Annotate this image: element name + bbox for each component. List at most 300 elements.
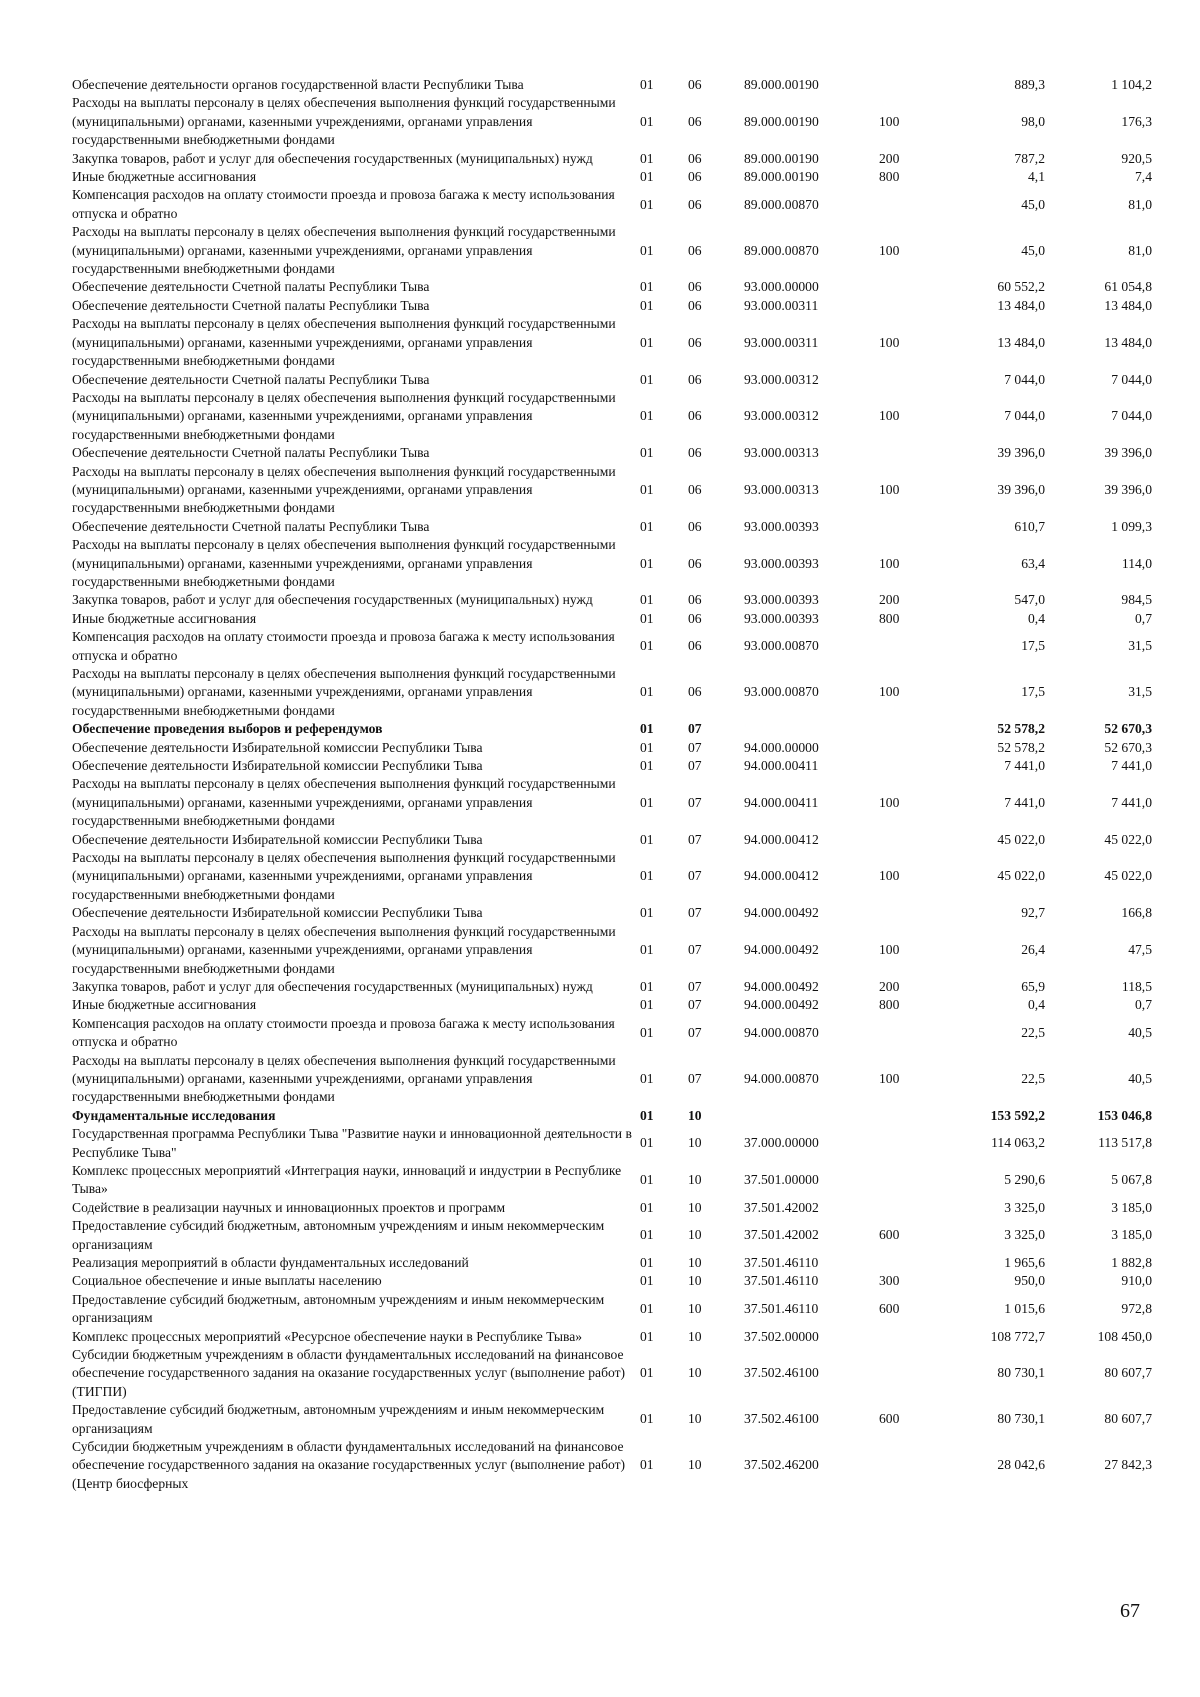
target-item-code: 94.000.00411 — [744, 758, 819, 774]
expense-type-code — [879, 831, 941, 849]
amount-year-1: 7 441,0 — [1004, 794, 1045, 810]
expense-type-code — [879, 757, 941, 775]
target-item-code: 37.501.00000 — [744, 1172, 819, 1188]
expense-type-code — [879, 904, 941, 922]
amount-year-2: 166,8 — [1121, 905, 1152, 921]
target-item-code: 89.000.00190 — [744, 169, 819, 185]
expense-type-code — [879, 371, 941, 389]
amount-year-1: 3 325,0 — [1004, 1227, 1045, 1243]
subsection-code: 10 — [688, 1273, 702, 1289]
subsection-code: 07 — [688, 739, 702, 755]
row-name: Закупка товаров, работ и услуг для обеспечения государственных (муниципальных) нужд — [72, 592, 593, 608]
target-item-code: 94.000.00412 — [744, 868, 819, 884]
table-row — [72, 831, 1152, 849]
amount-year-2: 0,7 — [1135, 997, 1152, 1013]
row-name: Компенсация расходов на оплату стоимости проезда и провоза багажа к месту использования отпуска и обратно — [72, 629, 615, 663]
table-row — [72, 1254, 1152, 1272]
amount-year-2: 108 450,0 — [1097, 1328, 1152, 1344]
row-name: Комплекс процессных мероприятий «Интеграция науки, инноваций и индустрии в Республике Тыва» — [72, 1162, 622, 1197]
target-item-code: 93.000.00393 — [744, 592, 819, 608]
row-name: Государственная программа Республики Тыва "Развитие науки и инновационной деятельности в Республике Тыва" — [72, 1126, 632, 1160]
table-row — [72, 536, 1152, 591]
amount-year-2: 0,7 — [1135, 610, 1152, 626]
amount-year-2: 39 396,0 — [1104, 445, 1152, 461]
table-row — [72, 463, 1152, 518]
table-row — [72, 278, 1152, 296]
amount-year-2: 1 104,2 — [1111, 77, 1152, 92]
table-row — [72, 1291, 1152, 1328]
table-row — [72, 297, 1152, 315]
subsection-code: 06 — [688, 638, 702, 654]
expense-type-code: 800 — [879, 997, 900, 1013]
expense-type-code — [879, 1162, 941, 1199]
section-code: 01 — [640, 334, 654, 350]
row-name: Обеспечение деятельности Избирательной комиссии Республики Тыва — [72, 905, 483, 921]
row-name: Обеспечение деятельности Счетной палаты Республики Тыва — [72, 297, 430, 313]
expense-type-code: 200 — [879, 592, 900, 608]
amount-year-1: 7 441,0 — [1004, 758, 1045, 774]
table-row — [72, 1125, 1152, 1162]
amount-year-1: 52 578,2 — [997, 721, 1045, 737]
target-item-code: 94.000.00492 — [744, 997, 819, 1013]
section-code: 01 — [640, 408, 654, 424]
target-item-code: 94.000.00492 — [744, 978, 819, 994]
row-name: Обеспечение деятельности Избирательной комиссии Республики Тыва — [72, 758, 483, 774]
row-name: Реализация мероприятий в области фундаментальных исследований — [72, 1255, 469, 1270]
section-code: 01 — [640, 721, 654, 737]
row-name: Расходы на выплаты персоналу в целях обеспечения выполнения функций государственными (муниципальными) органами, казенными учреждениями, органами управления государственными внебюджетными фондами — [72, 463, 616, 516]
row-name: Предоставление субсидий бюджетным, автономным учреждениям и иным некоммерческим организациям — [72, 1402, 605, 1436]
expense-type-code — [879, 297, 941, 315]
target-item-code: 93.000.00311 — [744, 297, 819, 313]
amount-year-2: 118,5 — [1121, 978, 1152, 994]
subsection-code: 06 — [688, 77, 702, 92]
section-code: 01 — [640, 831, 654, 847]
target-item-code: 94.000.00000 — [744, 739, 819, 755]
section-code: 01 — [640, 518, 654, 534]
expense-type-code: 100 — [879, 794, 900, 810]
target-item-code: 93.000.00000 — [744, 279, 819, 295]
subsection-code: 10 — [688, 1328, 702, 1344]
amount-year-1: 7 044,0 — [1004, 408, 1045, 424]
row-name: Субсидии бюджетным учреждениям в области фундаментальных исследований на финансовое обеспечение государственного задания на оказание государственных услуг (выполнение работ) (ТИГПИ) — [72, 1347, 626, 1399]
row-name: Обеспечение деятельности органов государственной власти Республики Тыва — [72, 77, 524, 92]
table-row — [72, 610, 1152, 628]
target-item-code: 94.000.00492 — [744, 905, 819, 921]
amount-year-2: 27 842,3 — [1104, 1457, 1152, 1473]
budget-table — [72, 76, 1152, 1493]
table-row — [72, 591, 1152, 609]
subsection-code: 07 — [688, 978, 702, 994]
amount-year-2: 81,0 — [1128, 242, 1152, 258]
amount-year-2: 47,5 — [1128, 942, 1152, 958]
amount-year-2: 1 099,3 — [1111, 518, 1152, 534]
amount-year-1: 17,5 — [1021, 684, 1045, 700]
subsection-code: 06 — [688, 684, 702, 700]
table-row — [72, 1346, 1152, 1401]
row-name: Закупка товаров, работ и услуг для обеспечения государственных (муниципальных) нужд — [72, 150, 593, 166]
expense-type-code — [879, 739, 941, 757]
section-code: 01 — [640, 1273, 654, 1289]
table-row — [72, 315, 1152, 370]
subsection-code: 10 — [688, 1135, 702, 1151]
table-row — [72, 223, 1152, 278]
expense-type-code — [879, 76, 941, 94]
row-name: Иные бюджетные ассигнования — [72, 610, 257, 626]
subsection-code: 10 — [688, 1365, 702, 1381]
budget-table-body — [72, 76, 1152, 1493]
expense-type-code: 800 — [879, 169, 900, 185]
subsection-code: 07 — [688, 997, 702, 1013]
expense-type-code: 100 — [879, 684, 900, 700]
target-item-code: 89.000.00190 — [744, 150, 819, 166]
amount-year-2: 972,8 — [1121, 1301, 1152, 1317]
amount-year-1: 1 965,6 — [1004, 1255, 1045, 1270]
target-item-code: 89.000.00190 — [744, 113, 819, 129]
subsection-code: 07 — [688, 831, 702, 847]
table-row — [72, 389, 1152, 444]
section-code: 01 — [640, 794, 654, 810]
expense-type-code: 200 — [879, 150, 900, 166]
amount-year-1: 13 484,0 — [997, 297, 1045, 313]
amount-year-2: 61 054,8 — [1104, 279, 1152, 295]
target-item-code: 94.000.00412 — [744, 831, 819, 847]
section-code: 01 — [640, 868, 654, 884]
row-name: Фундаментальные исследования — [72, 1107, 276, 1123]
section-code: 01 — [640, 638, 654, 654]
section-code: 01 — [640, 592, 654, 608]
expense-type-code — [879, 1328, 941, 1346]
section-code: 01 — [640, 978, 654, 994]
target-item-code: 93.000.00870 — [744, 638, 819, 654]
subsection-code: 10 — [688, 1411, 702, 1427]
subsection-code: 10 — [688, 1227, 702, 1243]
subsection-code: 10 — [688, 1255, 702, 1270]
row-name: Предоставление субсидий бюджетным, автономным учреждениям и иным некоммерческим организациям — [72, 1291, 605, 1326]
target-item-code: 37.501.46110 — [744, 1301, 819, 1317]
table-row — [72, 94, 1152, 149]
expense-type-code — [879, 720, 941, 738]
amount-year-2: 3 185,0 — [1111, 1227, 1152, 1243]
amount-year-2: 7 441,0 — [1111, 794, 1152, 810]
expense-type-code: 100 — [879, 334, 900, 350]
amount-year-2: 52 670,3 — [1104, 739, 1152, 755]
section-code: 01 — [640, 1227, 654, 1243]
amount-year-2: 1 882,8 — [1111, 1255, 1152, 1270]
subsection-code: 06 — [688, 334, 702, 350]
amount-year-1: 13 484,0 — [997, 334, 1045, 350]
table-row — [72, 665, 1152, 720]
expense-type-code — [879, 518, 941, 536]
amount-year-1: 63,4 — [1021, 555, 1045, 571]
row-name: Закупка товаров, работ и услуг для обеспечения государственных (муниципальных) нужд — [72, 978, 593, 994]
target-item-code: 37.501.46110 — [744, 1273, 819, 1289]
row-name: Расходы на выплаты персоналу в целях обеспечения выполнения функций государственными (муниципальными) органами, казенными учреждениями, органами управления государственными внебюджетными фондами — [72, 1052, 616, 1105]
target-item-code: 89.000.00870 — [744, 196, 819, 212]
section-code: 01 — [640, 942, 654, 958]
table-row — [72, 1052, 1152, 1107]
section-code: 01 — [640, 905, 654, 921]
target-item-code: 93.000.00312 — [744, 408, 819, 424]
expense-type-code: 600 — [879, 1227, 900, 1243]
row-name: Расходы на выплаты персоналу в целях обеспечения выполнения функций государственными (муниципальными) органами, казенными учреждениями, органами управления государственными внебюджетными фондами — [72, 316, 616, 369]
target-item-code — [744, 720, 879, 738]
row-name: Расходы на выплаты персоналу в целях обеспечения выполнения функций государственными (муниципальными) органами, казенными учреждениями, органами управления государственными внебюджетными фондами — [72, 95, 616, 148]
amount-year-1: 98,0 — [1021, 113, 1045, 129]
amount-year-2: 114,0 — [1121, 555, 1152, 571]
subsection-code: 06 — [688, 371, 702, 387]
amount-year-1: 28 042,6 — [997, 1457, 1045, 1473]
amount-year-1: 80 730,1 — [997, 1365, 1045, 1381]
subsection-code: 10 — [688, 1107, 702, 1123]
row-name: Предоставление субсидий бюджетным, автономным учреждениям и иным некоммерческим организациям — [72, 1218, 605, 1252]
expense-type-code — [879, 1107, 941, 1125]
row-name: Иные бюджетные ассигнования — [72, 169, 257, 185]
subsection-code: 07 — [688, 1070, 702, 1086]
section-code: 01 — [640, 481, 654, 497]
row-name: Расходы на выплаты персоналу в целях обеспечения выполнения функций государственными (муниципальными) органами, казенными учреждениями, органами управления государственными внебюджетными фондами — [72, 666, 616, 718]
expense-type-code — [879, 1015, 941, 1052]
subsection-code: 10 — [688, 1199, 702, 1215]
subsection-code: 10 — [688, 1172, 702, 1188]
subsection-code: 06 — [688, 113, 702, 129]
expense-type-code: 100 — [879, 942, 900, 958]
target-item-code: 37.501.42002 — [744, 1199, 819, 1215]
target-item-code: 37.502.46100 — [744, 1411, 819, 1427]
section-code: 01 — [640, 113, 654, 129]
expense-type-code: 100 — [879, 1070, 900, 1086]
subsection-code: 07 — [688, 758, 702, 774]
table-row — [72, 1401, 1152, 1438]
table-row — [72, 76, 1152, 94]
target-item-code: 94.000.00492 — [744, 942, 819, 958]
expense-type-code: 600 — [879, 1411, 900, 1427]
amount-year-1: 45,0 — [1021, 196, 1045, 212]
subsection-code: 06 — [688, 242, 702, 258]
table-row — [72, 1272, 1152, 1290]
amount-year-2: 910,0 — [1121, 1273, 1152, 1289]
row-name: Комплекс процессных мероприятий «Ресурсное обеспечение науки в Республике Тыва» — [72, 1328, 583, 1344]
subsection-code: 07 — [688, 1024, 702, 1040]
target-item-code: 93.000.00393 — [744, 610, 819, 626]
amount-year-2: 7 044,0 — [1111, 408, 1152, 424]
expense-type-code — [879, 1438, 941, 1493]
amount-year-1: 889,3 — [1014, 77, 1045, 92]
expense-type-code — [879, 1346, 941, 1401]
amount-year-2: 984,5 — [1121, 592, 1152, 608]
subsection-code: 07 — [688, 868, 702, 884]
amount-year-1: 4,1 — [1028, 169, 1045, 185]
section-code: 01 — [640, 1107, 654, 1123]
amount-year-2: 39 396,0 — [1104, 481, 1152, 497]
section-code: 01 — [640, 1070, 654, 1086]
section-code: 01 — [640, 242, 654, 258]
amount-year-2: 13 484,0 — [1104, 334, 1152, 350]
section-code: 01 — [640, 1457, 654, 1473]
amount-year-2: 31,5 — [1128, 638, 1152, 654]
row-name: Расходы на выплаты персоналу в целях обеспечения выполнения функций государственными (муниципальными) органами, казенными учреждениями, органами управления государственными внебюджетными фондами — [72, 923, 616, 976]
subsection-code: 07 — [688, 942, 702, 958]
row-name: Обеспечение проведения выборов и референдумов — [72, 721, 383, 737]
target-item-code: 93.000.00870 — [744, 684, 819, 700]
amount-year-1: 108 772,7 — [990, 1328, 1045, 1344]
subsection-code: 10 — [688, 1301, 702, 1317]
section-code: 01 — [640, 297, 654, 313]
amount-year-1: 950,0 — [1014, 1273, 1045, 1289]
section-code: 01 — [640, 555, 654, 571]
table-row — [72, 904, 1152, 922]
subsection-code: 07 — [688, 905, 702, 921]
table-row — [72, 1199, 1152, 1217]
amount-year-2: 113 517,8 — [1098, 1135, 1152, 1151]
expense-type-code: 100 — [879, 408, 900, 424]
amount-year-1: 787,2 — [1014, 150, 1045, 166]
section-code: 01 — [640, 196, 654, 212]
row-name: Обеспечение деятельности Избирательной комиссии Республики Тыва — [72, 831, 483, 847]
section-code: 01 — [640, 1024, 654, 1040]
table-row — [72, 996, 1152, 1014]
row-name: Компенсация расходов на оплату стоимости проезда и провоза багажа к месту использования отпуска и обратно — [72, 187, 615, 221]
table-row — [72, 371, 1152, 389]
section-code: 01 — [640, 739, 654, 755]
target-item-code — [744, 1107, 879, 1125]
target-item-code: 37.502.00000 — [744, 1328, 819, 1344]
section-code: 01 — [640, 1301, 654, 1317]
amount-year-1: 610,7 — [1014, 518, 1045, 534]
subsection-code: 10 — [688, 1457, 702, 1473]
table-row — [72, 978, 1152, 996]
amount-year-2: 52 670,3 — [1104, 721, 1152, 737]
table-row — [72, 720, 1152, 738]
amount-year-1: 3 325,0 — [1004, 1199, 1045, 1215]
amount-year-2: 80 607,7 — [1104, 1411, 1152, 1427]
expense-type-code — [879, 628, 941, 665]
section-code: 01 — [640, 1172, 654, 1188]
amount-year-2: 13 484,0 — [1104, 297, 1152, 313]
amount-year-2: 920,5 — [1121, 150, 1152, 166]
target-item-code: 37.000.00000 — [744, 1135, 819, 1151]
amount-year-1: 5 290,6 — [1004, 1172, 1045, 1188]
amount-year-2: 7,4 — [1135, 169, 1152, 185]
row-name: Расходы на выплаты персоналу в целях обеспечения выполнения функций государственными (муниципальными) органами, казенными учреждениями, органами управления государственными внебюджетными фондами — [72, 776, 616, 829]
amount-year-1: 92,7 — [1021, 905, 1045, 921]
target-item-code: 37.501.46110 — [744, 1255, 819, 1270]
amount-year-1: 80 730,1 — [997, 1411, 1045, 1427]
subsection-code: 06 — [688, 445, 702, 461]
subsection-code: 07 — [688, 794, 702, 810]
row-name: Обеспечение деятельности Счетной палаты Республики Тыва — [72, 445, 430, 461]
section-code: 01 — [640, 997, 654, 1013]
row-name: Расходы на выплаты персоналу в целях обеспечения выполнения функций государственными (муниципальными) органами, казенными учреждениями, органами управления государственными внебюджетными фондами — [72, 850, 616, 902]
amount-year-2: 40,5 — [1128, 1070, 1152, 1086]
subsection-code: 06 — [688, 592, 702, 608]
section-code: 01 — [640, 684, 654, 700]
amount-year-1: 22,5 — [1021, 1070, 1045, 1086]
row-name: Содействие в реализации научных и инновационных проектов и программ — [72, 1199, 506, 1215]
section-code: 01 — [640, 371, 654, 387]
page-number: 67 — [1120, 1600, 1140, 1622]
row-name: Обеспечение деятельности Счетной палаты Республики Тыва — [72, 371, 430, 387]
expense-type-code: 100 — [879, 113, 900, 129]
section-code: 01 — [640, 1365, 654, 1381]
table-row — [72, 518, 1152, 536]
table-row — [72, 923, 1152, 978]
subsection-code: 06 — [688, 169, 702, 185]
amount-year-2: 31,5 — [1128, 684, 1152, 700]
table-row — [72, 628, 1152, 665]
target-item-code: 89.000.00870 — [744, 242, 819, 258]
table-row — [72, 1162, 1152, 1199]
amount-year-1: 1 015,6 — [1004, 1301, 1045, 1317]
expense-type-code: 200 — [879, 978, 900, 994]
table-row — [72, 186, 1152, 223]
subsection-code: 06 — [688, 408, 702, 424]
subsection-code: 06 — [688, 297, 702, 313]
amount-year-1: 26,4 — [1021, 942, 1045, 958]
amount-year-1: 547,0 — [1014, 592, 1045, 608]
section-code: 01 — [640, 150, 654, 166]
table-row — [72, 150, 1152, 168]
amount-year-2: 45 022,0 — [1104, 831, 1152, 847]
target-item-code: 93.000.00311 — [744, 334, 819, 350]
table-row — [72, 1015, 1152, 1052]
expense-type-code: 100 — [879, 868, 900, 884]
section-code: 01 — [640, 279, 654, 295]
amount-year-1: 65,9 — [1021, 978, 1045, 994]
table-row — [72, 1217, 1152, 1254]
section-code: 01 — [640, 1255, 654, 1270]
section-code: 01 — [640, 77, 654, 92]
amount-year-2: 176,3 — [1121, 113, 1152, 129]
section-code: 01 — [640, 758, 654, 774]
amount-year-1: 0,4 — [1028, 997, 1045, 1013]
table-row — [72, 1328, 1152, 1346]
amount-year-1: 153 592,2 — [990, 1107, 1045, 1123]
amount-year-1: 7 044,0 — [1004, 371, 1045, 387]
target-item-code: 37.502.46100 — [744, 1365, 819, 1381]
amount-year-2: 5 067,8 — [1111, 1172, 1152, 1188]
amount-year-1: 22,5 — [1021, 1024, 1045, 1040]
expense-type-code: 800 — [879, 610, 900, 626]
table-row — [72, 1107, 1152, 1125]
amount-year-2: 7 441,0 — [1111, 758, 1152, 774]
table-row — [72, 444, 1152, 462]
section-code: 01 — [640, 1328, 654, 1344]
amount-year-2: 3 185,0 — [1111, 1199, 1152, 1215]
expense-type-code — [879, 1125, 941, 1162]
table-row — [72, 849, 1152, 904]
subsection-code: 06 — [688, 279, 702, 295]
target-item-code: 93.000.00393 — [744, 555, 819, 571]
section-code: 01 — [640, 169, 654, 185]
row-name: Обеспечение деятельности Счетной палаты Республики Тыва — [72, 279, 430, 295]
subsection-code: 06 — [688, 555, 702, 571]
subsection-code: 06 — [688, 610, 702, 626]
amount-year-2: 40,5 — [1128, 1024, 1152, 1040]
subsection-code: 06 — [688, 481, 702, 497]
expense-type-code — [879, 1254, 941, 1272]
expense-type-code: 100 — [879, 555, 900, 571]
section-code: 01 — [640, 445, 654, 461]
table-row — [72, 1438, 1152, 1493]
target-item-code: 93.000.00312 — [744, 371, 819, 387]
amount-year-1: 45,0 — [1021, 242, 1045, 258]
target-item-code: 94.000.00411 — [744, 794, 819, 810]
target-item-code: 37.501.42002 — [744, 1227, 819, 1243]
subsection-code: 07 — [688, 721, 702, 737]
section-code: 01 — [640, 610, 654, 626]
target-item-code: 93.000.00313 — [744, 445, 819, 461]
